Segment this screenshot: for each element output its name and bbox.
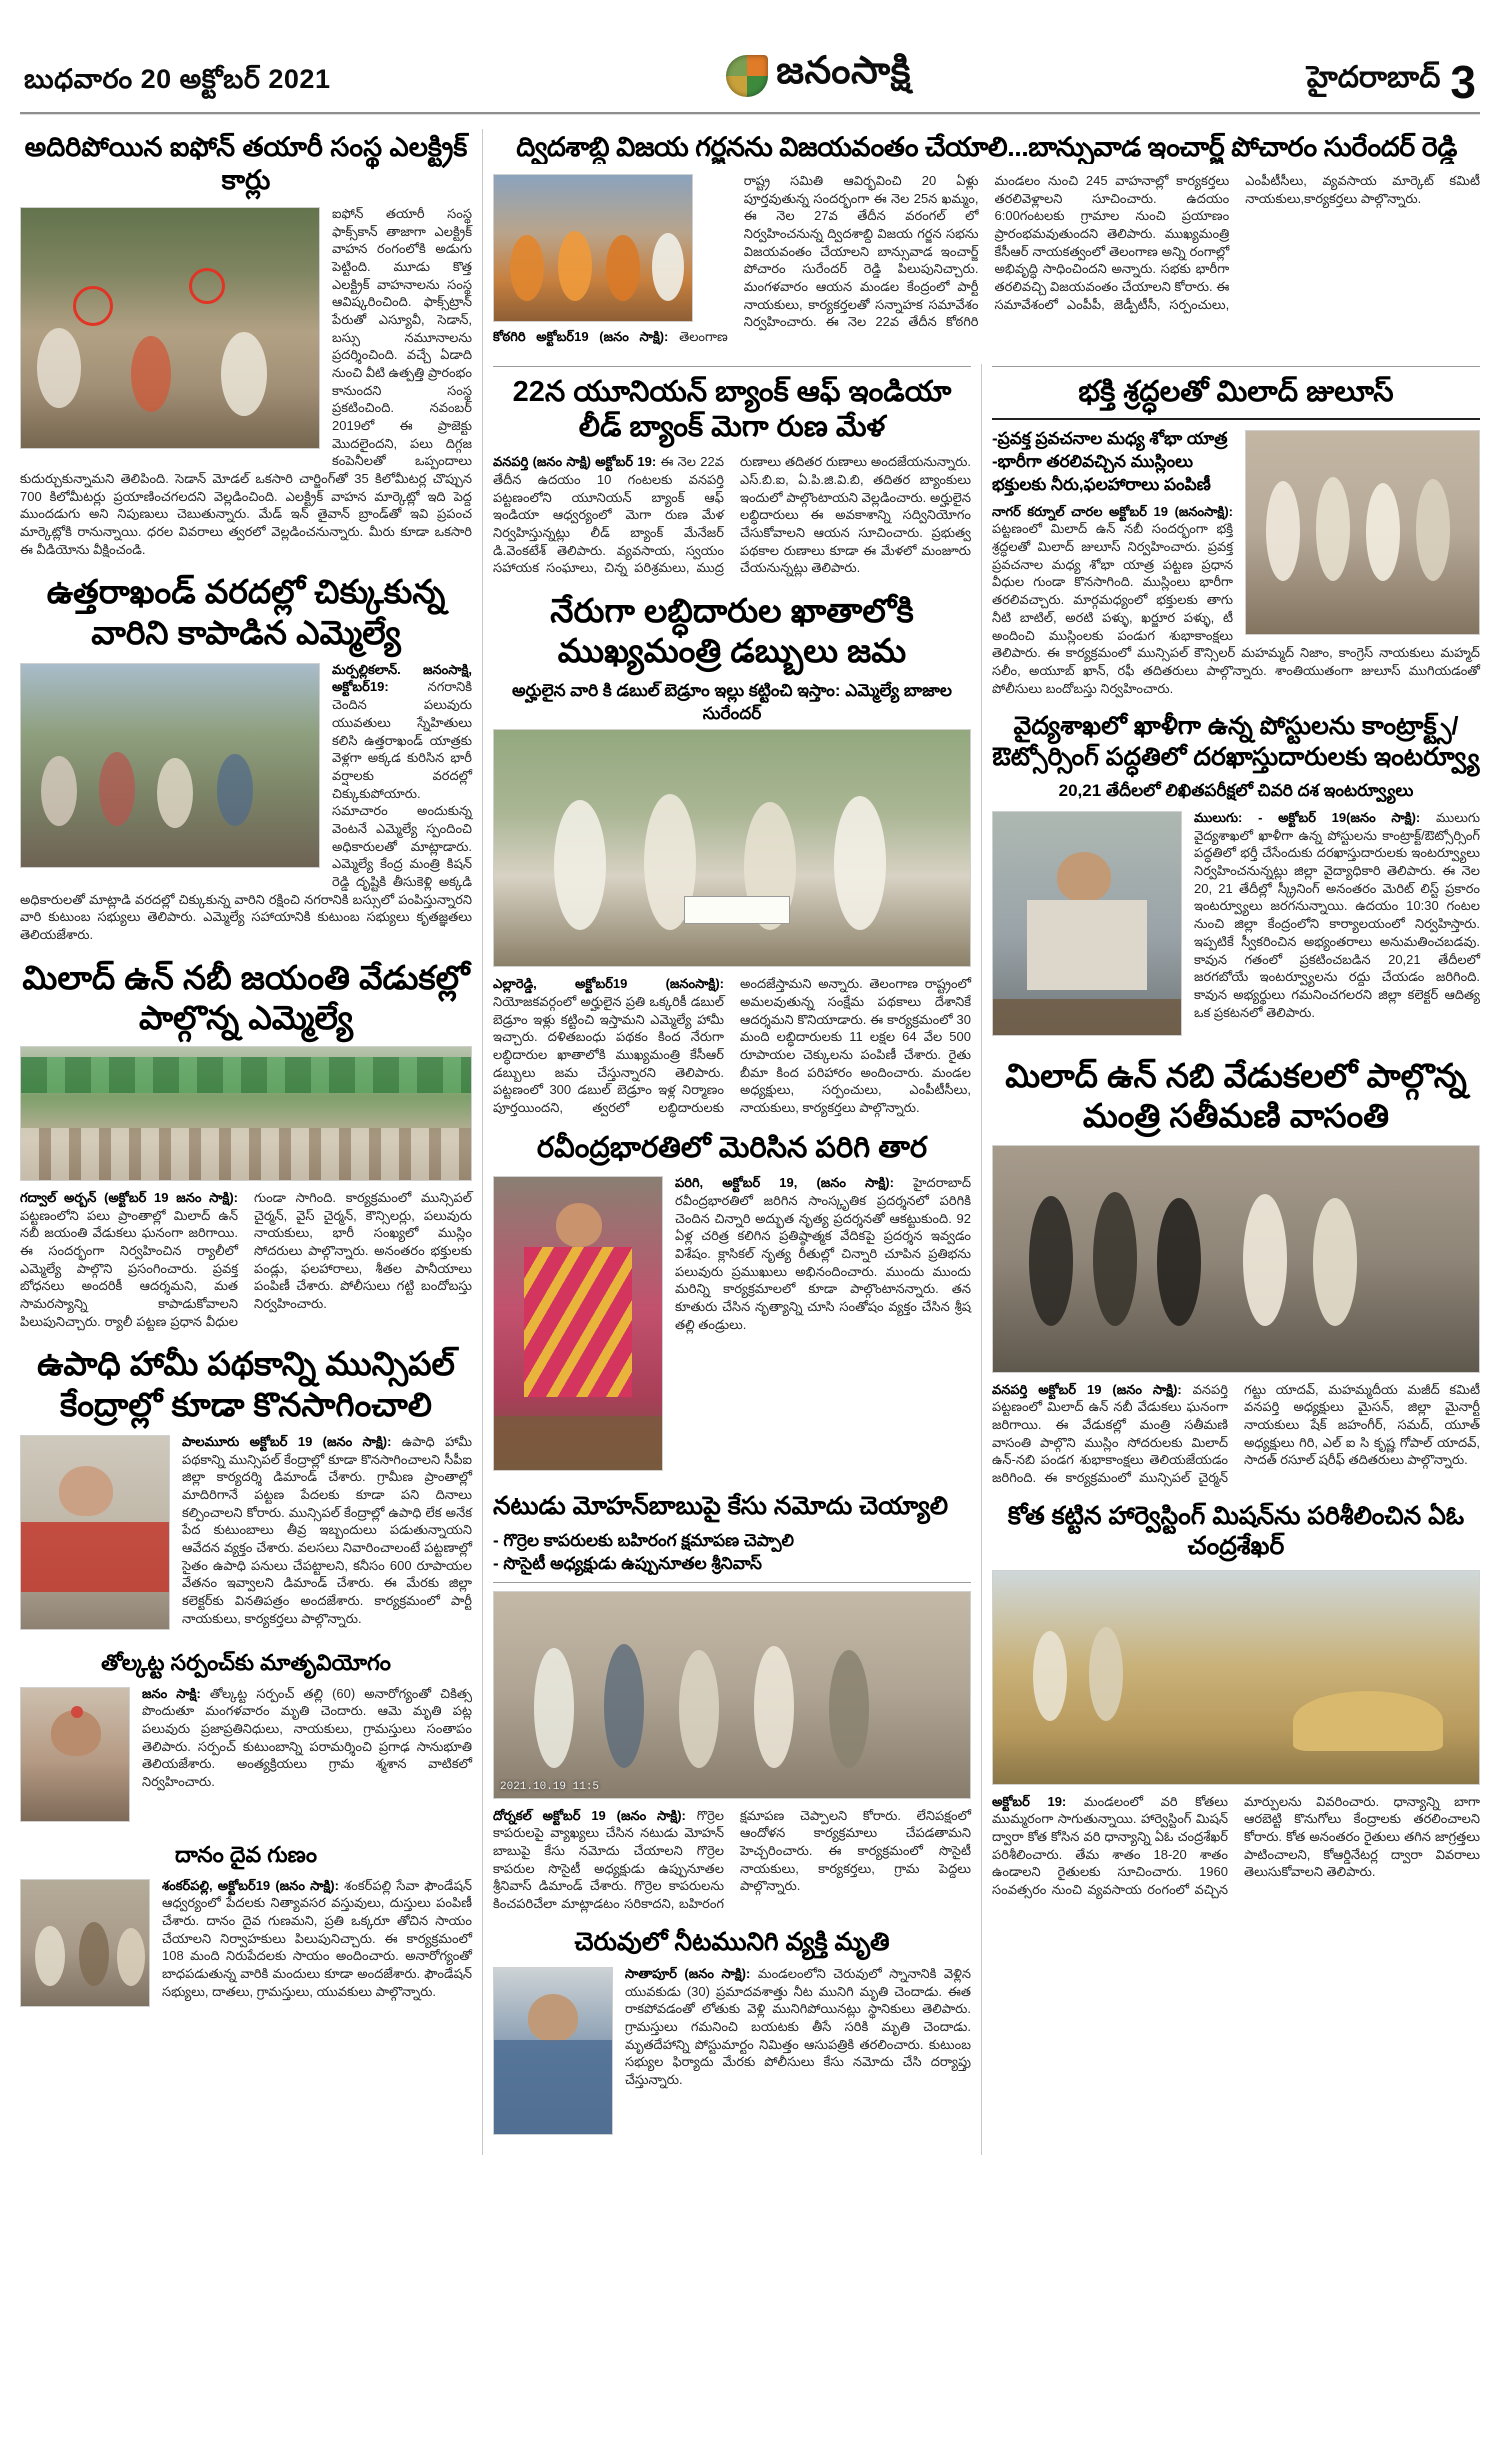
photo-milad-juloos-crowd — [1245, 430, 1480, 635]
article-milad-sathimani — [992, 1056, 1480, 1487]
dateline-harvest: అక్టోబర్ 19: — [992, 1793, 1067, 1809]
dateline-cheruvulo: సాతాపూర్ (జనం సాక్షి): — [625, 1966, 751, 1982]
headline-pariki-star: రవీంద్రభారతిలో మెరిసిన పరిగి తార — [536, 1131, 928, 1164]
headline-neruga: నేరుగా లబ్ధిదారుల ఖాతాలోకి ముఖ్యమంత్రి డబ్బులు జమ — [550, 592, 914, 670]
dateline-milad-mla: గద్వాల్ అర్బన్ (అక్టోబర్ 19 జనం సాక్షి): — [20, 1190, 238, 1206]
body-text-dvidashabdi: తెలంగాణ రాష్ట్ర సమితి ఆవిర్భవించి 20 ఏళ్లు పూర్తవుతున్న సందర్భంగా ఈ నెల 25న ఖమ్మం, ఈ నెల 27వ తేదీన వరంగల్ లో నిర్వహించనున్న ద్విదశాబ్ది విజయ గర్జన సభను విజయవంతం చేయాలని బాన్సువాడ ఇంచార్జ్ పోచారం సురేందర్ రెడ్డి పిలుపునిచ్చారు. మంగళవారం ఆయన మండల కేంద్రంలో పార్టీ నాయకులు, కార్యకర్తలతో సన్నాహక సమావేశం నిర్వహించారు. ఈ నెల 22వ తేదీన కోఠగిరి మండలం నుంచి 245 వాహనాల్లో కార్యకర్తలు తరలివెళ్లాలని సూచించారు. ఉదయం 6:00గంటలకు గ్రామాల నుంచి ప్రయాణం ప్రారంభమవుతుందని తెలిపారు. ముఖ్యమంత్రి కేసీఆర్ నాయకత్వంలో తెలంగాణ అన్ని రంగాల్లో అభివృద్ధి సాధించిందని అన్నారు. సభకు భారీగా తరలివచ్చి విజయవంతం చేయాలని కోరారు. ఈ సమావేశంలో ఎంపీపీ, జెడ్పీటీసీ, సర్పంచులు, ఎంపీటీసీలు, వ్యవసాయ మార్కెట్ కమిటీ నాయకులు,కార్యకర్తలు పాల్గొన్నారు. — [679, 172, 1480, 344]
red-circle-annotation — [189, 268, 225, 304]
body-text-tolkatta: తోల్కట్ట సర్పంచ్ తల్లి (60) అనారోగ్యంతో చికిత్స పొందుతూ మంగళవారం మృతి చెందారు. ఆమె మృతి పట్ల పలువురు ప్రజాప్రతినిధులు, నాయకులు, గ్రామస్తులు సంతాపం తెలిపారు. సర్పంచ్ కుటుంబాన్ని పరామర్శించి ప్రగాఢ సానుభూతి తెలియజేశారు. అంత్యక్రియలు గ్రామ శ్మశాన వాటికలో నిర్వహించారు. — [142, 1685, 472, 1790]
page-content — [20, 125, 1480, 2155]
section-divider — [992, 366, 1480, 367]
photo-shepherd-society — [493, 1591, 971, 1799]
photo-minister-wife-event — [992, 1145, 1480, 1373]
body-milad-sathimani — [992, 1381, 1480, 1487]
edition-info — [1306, 55, 1476, 108]
column-middle — [493, 360, 971, 2155]
dateline-milad-sathimani: వనపర్తి అక్టోబర్ 19 (జనం సాక్షి): — [992, 1381, 1182, 1397]
photo-sarpanch-mother — [20, 1687, 130, 1822]
page-number: 3 — [1450, 55, 1476, 108]
article-dvidashabdi — [493, 125, 1480, 346]
article-iphone-ev — [20, 131, 472, 558]
subhead-mohanbabu-2: - సొసైటీ అధ్యక్షుడు ఉప్పునూతల శ్రీనివాస్ — [493, 1553, 762, 1573]
column-divider — [981, 364, 982, 2155]
headline-mohanbabu: నటుడు మోహన్‌బాబుపై కేసు నమోదు చెయ్యాలి — [493, 1492, 949, 1521]
body-text-harvest: మండలంలో వరి కోతలు ముమ్మరంగా సాగుతున్నాయి. హార్వెస్టింగ్ మిషన్ ద్వారా కోత కోసిన వరి ధాన్యాన్ని ఏఓ చంద్రశేఖర్ పరిశీలించారు. తేమ శాతం 18-20 శాతం ఉండాలని రైతులకు సూచించారు. 1960 సంవత్సరం నుంచి వ్యవసాయ రంగంలో వచ్చిన మార్పులను వివరించారు. ధాన్యాన్ని బాగా ఆరబెట్టి కొనుగోలు కేంద్రాలకు తరలించాలని కోరారు. కోత అనంతరం రైతులు తగిన జాగ్రత్తలు పాటించాలని, కోఆర్డినేటర్ల ద్వారా వివరాలు తెలుసుకోవాలని తెలిపారు. — [992, 1793, 1480, 1898]
photo-milad-rally — [20, 1046, 472, 1181]
headline-underline — [992, 418, 1480, 420]
dateline-mohanbabu: దోర్నకల్ అక్టోబర్ 19 (జనం సాక్షి): — [493, 1807, 686, 1823]
body-text-milad-juloos: పట్టణంలో మిలాద్ ఉన్ నబీ సందర్భంగా భక్తి శ్రద్ధలతో మిలాద్ జులూస్ నిర్వహించారు. ప్రవక్త ప్రవచనాల మధ్య శోభా యాత్ర పట్టణ ప్రధాన వీధుల గుండా కొనసాగింది. ముస్లింలు భారీగా తరలివచ్చారు. మార్గమధ్యంలో భక్తులకు తాగు నీటి బాటిల్, అరటి పళ్ళు, ఖర్జూర పళ్ళు, టీ అందించి ముస్లింలకు పండుగ శుభాకాంక్షలు తెలిపారు. ఈ కార్యక్రమంలో మున్సిపల్ కౌన్సిలర్ మహమ్మద్ నిజాం, కాంగ్రెస్ నాయకులు మహ్మద్ సలీం, అయూబ్ ఖాన్, రఫీ తదితరులు పాల్గొన్నారు. శాంతియుతంగా జులూస్ ముగియడంతో పోలీసులు బందోబస్తు నిర్వహించారు. — [992, 521, 1480, 696]
dateline-uttarakhand: మర్పల్లికలాన్. జనంసాక్షి, అక్టోబర్19: — [332, 661, 472, 695]
subhead-divider — [493, 1582, 971, 1583]
body-text-vaidya: ములుగు వైద్యశాఖలో ఖాళీగా ఉన్న పోస్టులను కాంట్రాక్ట్/ఔట్సోర్సింగ్ పద్ధతిలో భర్తీ చేసేందుకు దరఖాస్తుదారులకు ఇంటర్వ్యూలు నిర్వహించనున్నట్లు జిల్లా వైద్యాధికారి తెలిపారు. ఈ నెల 20, 21 తేదీల్లో స్క్రీనింగ్ అనంతరం మెరిట్ లిస్ట్ ప్రకారం ఇంటర్వ్యూలు జరగనున్నాయి. ఉదయం 10:30 గంటల నుంచి జిల్లా కేంద్రంలోని కార్యాలయంలో నిర్వహిస్తారు. ఇప్పటికే స్వీకరించిన అభ్యంతరాలు అనుమతించబడవు. కావున గతంలో ప్రకటించబడిన 20,21 తేదీలలో జరగబోయే ఇంటర్వ్యూలను రద్దు చేయడం జరిగింది. కావున అభ్యర్థులు గమనించగలరని జిల్లా కలెక్టర్ ఆదిత్య ఒక ప్రకటనలో తెలిపారు. — [1194, 810, 1480, 1020]
column-group-right — [493, 125, 1480, 2155]
photo-trs-meeting — [493, 174, 693, 322]
photo-timestamp: 2021.10.19 11:5 — [500, 1780, 600, 1793]
headline-dvidashabdi: ద్విదశాబ్ది విజయ గర్జనను విజయవంతం చేయాలి...బాన్సువాడ ఇంచార్జ్ పోచారం సురేందర్ రెడ్డి — [516, 132, 1457, 162]
body-text-cheruvulo: మండలంలోని చెరువులో స్నానానికి వెళ్లిన యువకుడు (30) ప్రమాదవశాత్తు నీట మునిగి మృతి చెందాడు. ఈత రాకపోవడంతో లోతుకు వెళ్లి మునిగిపోయినట్లు స్థానికులు తెలిపారు. గ్రామస్తులు గమనించి బయటకు తీసే సరికి మృతి చెందాడు. మృతదేహాన్ని పోస్టుమార్టం నిమిత్తం ఆసుపత్రికి తరలించారు. కుటుంబ సభ్యుల ఫిర్యాదు మేరకు పోలీసులు కేసు నమోదు చేసి దర్యాప్తు చేస్తున్నారు. — [625, 1966, 971, 2088]
dateline-milad-juloos: నాగర్ కర్నూల్ చారల అక్టోబర్ 19 (జనంసాక్షి): — [992, 503, 1233, 519]
headline-danam: దానం దైవ గుణం — [175, 1841, 317, 1867]
dateline-pariki-star: పరిగి, అక్టోబర్ 19, (జనం సాక్షి): — [675, 1175, 894, 1191]
body-text-pariki-star: హైదరాబాద్ రవీంద్రభారతిలో జరిగిన సాంస్కృతిక ప్రదర్శనలో పరిగికి చెందిన చిన్నారి అద్భుత నృత్య ప్రదర్శనతో ఆకట్టుకుంది. 92 ఏళ్ల చరిత్ర కలిగిన ప్రతిష్ఠాత్మక వేదికపై ప్రదర్శన ఇవ్వడం విశేషం. క్లాసికల్ నృత్య రీతుల్లో చిన్నారి చూపిన ప్రతిభను పలువురు ప్రముఖులు అభినందించారు. ముందు ముందు మరిన్ని కార్యక్రమాలలో కూడా పాల్గొంటానన్నారు. తన కూతురు చేసిన నృత్యాన్ని చూసి సంతోషం వ్యక్తం చేసిన శ్రీష తల్లి తండ్రులు. — [675, 1175, 971, 1332]
body-text-milad-sathimani: వనపర్తి పట్టణంలో మిలాద్ ఉన్ నబీ వేడుకలు ఘనంగా జరిగాయి. ఈ వేడుకల్లో మంత్రి సతీమణి వాసంతి పాల్గొని ముస్లిం సోదరులకు మిలాద్ ఉన్-నబి పండగ శుభాకాంక్షలు తెలియజేయడం జరిగింది. ఈ కార్యక్రమంలో మున్సిపల్ చైర్మన్ గట్టు యాదవ్, మహమ్మదీయ మజీద్ కమిటీ వనపర్తి అధ్యక్షులు మైసన్, జిల్లా మైనార్టీ నాయకులు షేక్ జహంగీర్, సమద్, యూత్ అధ్యక్షులు గిరి, ఎల్ ఐ సి కృష్ణ గోపాల్ యాదవ్, సాదత్ రసూల్ షరీఫ్ తదితరులు పాల్గొన్నారు. — [992, 1381, 1480, 1485]
headline-upadhi-hami: ఉపాధి హామీ పథకాన్ని మున్సిపల్ కేంద్రాల్లో కూడా కొనసాగించాలి — [37, 1345, 455, 1423]
body-unionbank — [493, 453, 971, 577]
column-right — [992, 360, 1480, 2155]
headline-tolkatta: తోల్కట్ట సర్పంచ్‌కు మాతృవియోగం — [101, 1649, 391, 1675]
body-text-unionbank: ఈ నెల 22వ తేదీన ఉదయం 10 గంటలకు వనపర్తి పట్టణంలోని యూనియన్ బ్యాంక్ ఆఫ్ ఇండియా ఆధ్వర్యంలో మెగా రుణ మేళ నిర్వహిస్తున్నట్లు లీడ్ బ్యాంక్ మేనేజర్ డి.వెంకటేశ్ తెలిపారు. వ్యవసాయ, స్వయం సహాయక సంఘాలు, చిన్న పరిశ్రమలు, ముద్ర రుణాలు తదితర రుణాలు అందజేయనున్నారు. ఎస్.బి.ఐ, ఏ.పి.జి.వి.బి, తదితర బ్యాంకులు ఇందులో పాల్గొంటాయని వెల్లడించారు. అర్హులైన లబ్ధిదారులు ఈ అవకాశాన్ని సద్వినియోగం చేసుకోవాలని ఆయన సూచించారు. ప్రభుత్వ పథకాల రుణాలు కూడా ఈ మేళలో మంజూరు చేయనున్నట్లు తెలిపారు. — [493, 454, 971, 576]
dateline-tolkatta: జనం సాక్షి: — [142, 1685, 201, 1701]
article-pariki-star — [493, 1131, 971, 1477]
dateline-dvidashabdi: కోఠగిరి అక్టోబర్19 (జనం సాక్షి): — [493, 328, 669, 344]
photo-district-officer — [992, 811, 1182, 1036]
masthead-logo-icon — [726, 55, 768, 97]
subhead-mohanbabu-1: - గొర్రెల కాపరులకు బహిరంగ క్షమాపణ చెప్పాలి — [493, 1530, 795, 1550]
body-iphone-ev: ఐఫోన్ తయారీ సంస్థ ఫాక్స్‌కాన్ తాజాగా ఎలక్ట్రిక్ వాహన రంగంలోకి అడుగు పెట్టింది. మూడు కొత్త ఎలక్ట్రిక్ వాహనాలను సంస్థ ఆవిష్కరించింది. ఫాక్స్‌ట్రాన్ పేరుతో ఎస్యూవీ, సెడాన్, బస్సు నమూనాలను ప్రదర్శించింది. వచ్చే ఏడాది నుంచి వీటి ఉత్పత్తి ప్రారంభం కానుందని సంస్థ ప్రకటించింది. నవంబర్ 2019లో ఈ ప్రాజెక్టు మొదలైందని, పలు దిగ్గజ కంపెనీలతో ఒప్పందాలు కుదుర్చుకున్నామని తెలిపింది. సెడాన్ మోడల్ ఒకసారి చార్జింగ్‌తో 35 కిలోమీటర్ల చొప్పున 700 కిలోమీటర్లు ప్రయాణించగలదని వెల్లడించింది. ఎలక్ట్రిక్ వాహన మార్కెట్లో ఇది పెద్ద ముందడుగు అని నిపుణులు చెబుతున్నారు. మేడ్ ఇన్ తైవాన్ బ్రాండ్‌తో ఇవి ప్రపంచ మార్కెట్లోకి రానున్నాయి. ధరల వివరాలు త్వరలో వెల్లడించనున్నారు. మీరు కూడా ఒకసారి ఈ వీడియోను వీక్షించండి. — [20, 205, 472, 557]
page-header — [20, 0, 1480, 112]
photo-paddy-field-inspection — [992, 1570, 1480, 1785]
header-divider — [20, 112, 1480, 115]
article-upadhi-hami — [20, 1344, 472, 1636]
body-dvidashabdi — [493, 172, 1480, 346]
article-vaidya-interviews — [992, 711, 1480, 1042]
body-mohanbabu — [493, 1807, 971, 1913]
body-text-neruga: నియోజకవర్గంలో అర్హులైన ప్రతి ఒక్కరికీ డబుల్ బెడ్రూం ఇళ్లు కట్టించి ఇస్తామని ఎమ్మెల్యే హామీ ఇచ్చారు. దళితబంధు పథకం కింద నేరుగా లబ్ధిదారుల ఖాతాలోకి ముఖ్యమంత్రి కేసీఆర్ డబ్బులు జమ చేస్తున్నారని తెలిపారు. పట్టణంలో 300 డబుల్ బెడ్రూం ఇళ్ల నిర్మాణం పూర్తయిందని, త్వరలో లబ్ధిదారులకు అందజేస్తామని అన్నారు. తెలంగాణ రాష్ట్రంలో అమలవుతున్న సంక్షేమ పథకాలు దేశానికే ఆదర్శమని కొనియాడారు. ఈ కార్యక్రమంలో 30 మంది లబ్ధిదారులకు 11 లక్షల 64 వేల 500 రూపాయల చెక్కులను పంపిణీ చేశారు. రైతు బీమా కింద పరిహారం అందించారు. మండల అధ్యక్షులు, సర్పంచులు, ఎంపీటీసీలు, నాయకులు, కార్యకర్తలు పాల్గొన్నారు. — [493, 976, 971, 1116]
headline-harvest: కోత కట్టిన హార్వెస్టింగ్ మిషన్‌ను పరిశీలించిన ఏఓ చంద్రశేఖర్ — [1007, 1501, 1465, 1561]
photo-cpi-leader — [20, 1435, 170, 1630]
dateline-danam: శంకర్‌పల్లి, అక్టోబర్19 (జనం సాక్షి): — [162, 1877, 339, 1893]
article-unionbank — [493, 366, 971, 577]
column-left — [20, 125, 472, 2155]
body-neruga — [493, 975, 971, 1116]
subhead-vaidya: 20,21 తేదీలలో లిఖితపరీక్షలో చివరి దశ ఇంటర్వ్యూలు — [1058, 781, 1414, 801]
article-cheruvulo — [493, 1927, 971, 2142]
body-text-milad-mla: పట్టణంలోని పలు ప్రాంతాల్లో మిలాద్ ఉన్ నబీ జయంతి వేడుకలు ఘనంగా జరిగాయి. ఈ సందర్భంగా నిర్వహించిన ర్యాలీలో ఎమ్మెల్యే పాల్గొని ప్రసంగించారు. ప్రవక్త బోధనలు అందరికీ ఆదర్శమని, మత సామరస్యాన్ని కాపాడుకోవాలని పిలుపునిచ్చారు. ర్యాలీ పట్టణ ప్రధాన వీధుల గుండా సాగింది. కార్యక్రమంలో మున్సిపల్ చైర్మన్, వైస్ చైర్మన్, కౌన్సిలర్లు, పలువురు నాయకులు, భారీ సంఖ్యలో ముస్లిం సోదరులు పాల్గొన్నారు. అనంతరం భక్తులకు పండ్లు, ఫలహారాలు, శీతల పానీయాలు పంపిణీ చేశారు. పోలీసులు గట్టి బందోబస్తు నిర్వహించారు. — [20, 1190, 472, 1329]
section-divider — [493, 366, 971, 367]
body-harvest — [992, 1793, 1480, 1899]
body-milad-mla — [20, 1189, 472, 1330]
photo-uttarakhand-group — [20, 663, 320, 868]
article-mohanbabu — [493, 1491, 971, 1912]
subhead-neruga: అర్హులైన వారి కి డబుల్ బెడ్రూం ఇల్లు కట్టించి ఇస్తాం: ఎమ్మెల్యే బాజాల సురేందర్ — [512, 680, 952, 723]
photo-cheque-distribution — [493, 729, 971, 967]
column-divider — [482, 129, 483, 2155]
headline-unionbank: 22న యూనియన్ బ్యాంక్ ఆఫ్ ఇండియా లీడ్ బ్యాంక్ మెగా రుణ మేళ — [512, 375, 952, 443]
headline-milad-sathimani: మిలాద్ ఉన్ నబి వేడుకలలో పాల్గొన్న మంత్రి సతీమణి వాసంతి — [1005, 1057, 1467, 1135]
body-text-uttarakhand: నగరానికి చెందిన పలువురు యువతులు స్నేహితులు కలిసి ఉత్తరాఖండ్ యాత్రకు వెళ్లగా అక్కడ కురిసిన భారీ వర్షాలకు వరదల్లో చిక్కుకుపోయారు. సమాచారం అందుకున్న వెంటనే ఎమ్మెల్యే స్పందించి అధికారులతో మాట్లాడారు. ఎమ్మెల్యే కేంద్ర మంత్రి కిషన్ రెడ్డి దృష్టికి తీసుకెళ్లి అక్కడి అధికారులతో మాట్లాడి వరదల్లో చిక్కుకున్న వారిని రక్షించి నగరానికి బస్సులో పంపిస్తున్నారని వారి కుటుంబ సభ్యులు తెలిపారు. ఎమ్మెల్యే సహాయానికి కుటుంబ సభ్యులు కృతజ్ఞతలు తెలియజేశారు. — [20, 679, 472, 942]
photo-iphone-event — [20, 207, 320, 449]
dateline-vaidya: ములుగు: - అక్టోబర్ 19(జనం సాక్షి): — [1194, 810, 1421, 826]
city-label: హైదరాబాద్ — [1306, 61, 1441, 94]
dateline-unionbank: వనపర్తి (జనం సాక్షి) అక్టోబర్ 19: — [493, 454, 657, 470]
body-text-danam: శంకర్‌పల్లి సేవా ఫౌండేషన్ ఆధ్వర్యంలో పేదలకు నిత్యావసర వస్తువులు, దుస్తులు పంపిణీ చేశారు. దానం దైవ గుణమని, ప్రతి ఒక్కరూ తోచిన సాయం చేయాలని నిర్వాహకులు పిలుపునిచ్చారు. ఈ కార్యక్రమంలో 108 మంది నిరుపేదలకు సాయం అందించారు. అనారోగ్యంతో బాధపడుతున్న వారికి మందులు కూడా అందజేశారు. ఫౌండేషన్ సభ్యులు, దాతలు, గ్రామస్తులు, యువకులు పాల్గొన్నారు. — [162, 1877, 472, 1999]
red-circle-annotation — [73, 286, 113, 326]
headline-milad-mla: మిలాద్ ఉన్ నబీ జయంతి వేడుకల్లో పాల్గొన్న ఎమ్మెల్యే — [22, 958, 470, 1036]
headline-cheruvulo: చెరువులో నీటమునిగి వ్యక్తి మృతి — [574, 1927, 890, 1956]
headline-iphone-ev: అదిరిపోయిన ఐఫోన్ తయారీ సంస్థ ఎలక్ట్రిక్ కార్లు — [24, 132, 468, 195]
dateline-neruga: ఎల్లారెడ్డి, అక్టోబర్19 (జనంసాక్షి): — [493, 976, 724, 992]
article-uttarakhand — [20, 572, 472, 943]
article-milad-mla — [20, 958, 472, 1331]
edition-date: బుధవారం 20 అక్టోబర్ 2021 — [24, 64, 331, 94]
article-danam — [20, 1842, 472, 2013]
photo-classical-dancer — [493, 1176, 663, 1471]
subhead-juloos-3: భక్తులకు నీరు,ఫలహారాలు పంపిణీ — [992, 474, 1211, 494]
article-neruga — [493, 591, 971, 1117]
masthead-title: జనంసాక్షి — [776, 50, 911, 92]
headline-milad-juloos: భక్తి శ్రద్ధలతో మిలాద్ జులూస్ — [1078, 375, 1394, 408]
subhead-juloos-2: -భారీగా తరలివచ్చిన ముస్లింలు — [992, 451, 1194, 471]
subhead-juloos-1: -ప్రవక్త ప్రవచనాల మధ్య శోభా యాత్ర — [992, 428, 1228, 448]
dateline-upadhi-hami: పాలమూరు అక్టోబర్ 19 (జనం సాక్షి): — [182, 1433, 392, 1449]
body-text-upadhi-hami: ఉపాధి హామీ పథకాన్ని మున్సిపల్ కేంద్రాల్లో కూడా కొనసాగించాలని సీపీఐ జిల్లా కార్యదర్శి డిమాండ్ చేశారు. గ్రామీణ ప్రాంతాల్లో మాదిరిగానే పట్టణ పేదలకు కూడా పని దినాలు కల్పించాలని కోరారు. మున్సిపల్ కేంద్రాల్లో ఉపాధి లేక అనేక పేద కుటుంబాలు తీవ్ర ఇబ్బందులు పడుతున్నాయని ఆవేదన వ్యక్తం చేశారు. వలసలు నివారించాలంటే పట్టణాల్లో సైతం ఉపాధి పనులు చేపట్టాలని, కనీసం 600 రూపాయల వేతనం ఇవ్వాలని డిమాండ్ చేశారు. ఈ మేరకు జిల్లా కలెక్టర్‌కు వినతిపత్రం అందజేశారు. కార్యక్రమంలో పార్టీ నాయకులు, కార్యకర్తలు పాల్గొన్నారు. — [182, 1433, 472, 1626]
article-tolkatta — [20, 1650, 472, 1828]
photo-deceased-man — [493, 1967, 613, 2135]
article-harvest-inspection — [992, 1501, 1480, 1899]
headline-uttarakhand: ఉత్తరాఖండ్ వరదల్లో చిక్కుకున్న వారిని కాపాడిన ఎమ్మెల్యే — [46, 573, 446, 651]
photo-charity-event — [20, 1879, 150, 2007]
masthead — [726, 50, 911, 102]
article-milad-juloos — [992, 366, 1480, 698]
body-text-mohanbabu: గొర్రెల కాపరులపై వ్యాఖ్యలు చేసిన నటుడు మోహన్ బాబుపై కేసు నమోదు చేయాలని గొర్రెల కాపరుల సొసైటీ అధ్యక్షుడు ఉప్పునూతల శ్రీనివాస్ డిమాండ్ చేశారు. గొర్రెల కాపరులను కించపరిచేలా మాట్లాడటం సరికాదని, బహిరంగ క్షమాపణ చెప్పాలని కోరారు. లేనిపక్షంలో ఆందోళన కార్యక్రమాలు చేపడతామని హెచ్చరించారు. ఈ కార్యక్రమంలో సొసైటీ నాయకులు, కార్యకర్తలు, గ్రామ పెద్దలు పాల్గొన్నారు. — [493, 1807, 971, 1911]
headline-vaidya: వైద్యశాఖలో ఖాళీగా ఉన్న పోస్టులను కాంట్రాక్ట్స్/ఔట్సోర్సింగ్ పద్ధతిలో దరఖాస్తుదారులకు ఇంటర్వ్యూ — [992, 712, 1480, 771]
